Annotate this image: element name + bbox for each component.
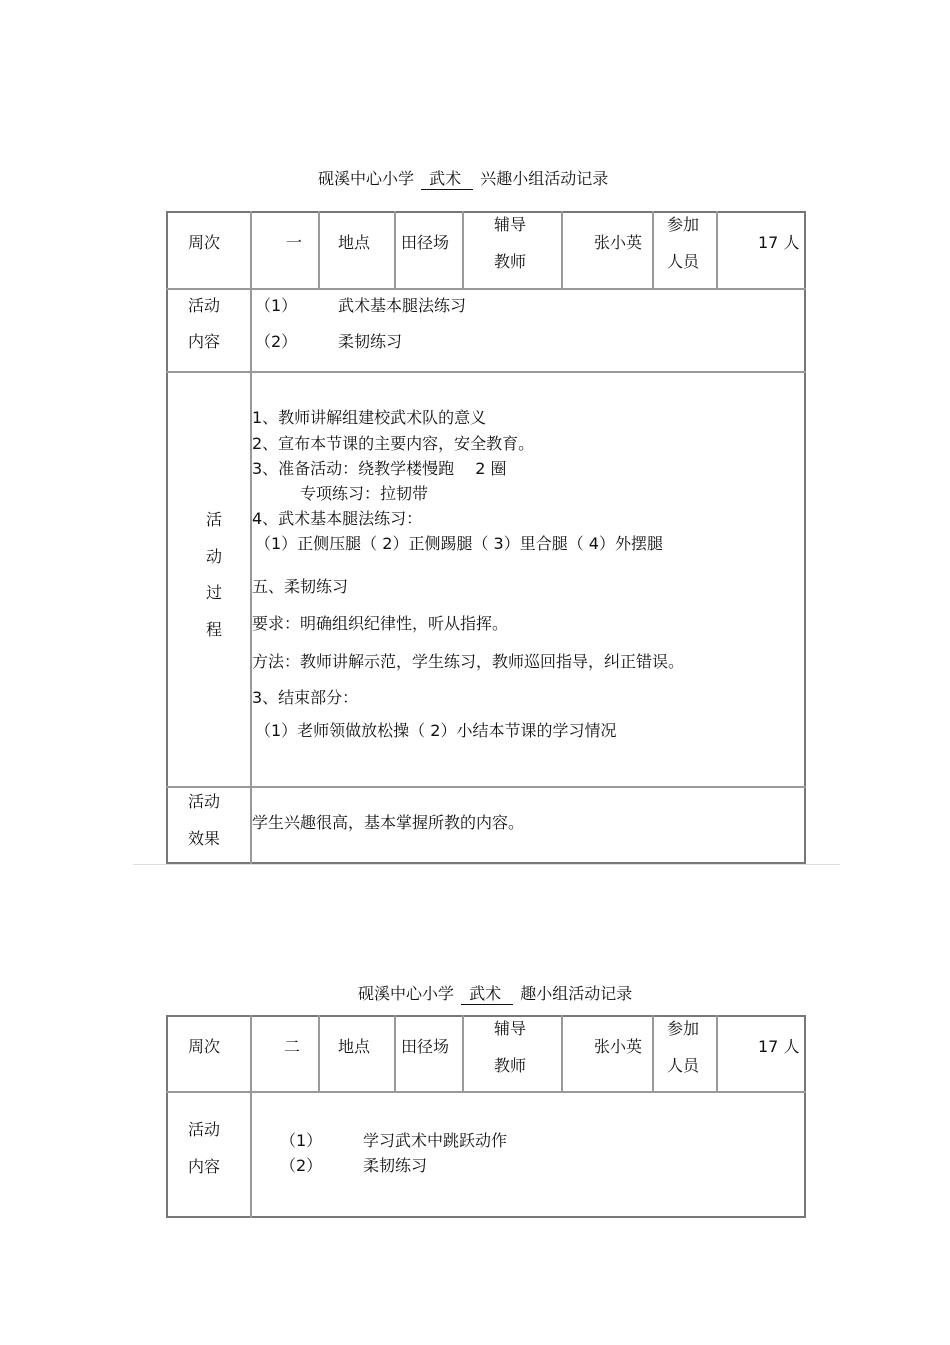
process-line: （1）老师领做放松操（ 2）小结本节课的学习情况 [255,721,617,740]
record1-title [318,166,608,190]
content-item-text: 柔韧练习 [338,332,403,351]
title-subject: 武术 [461,981,513,1005]
effect-label-2: 效果 [188,829,221,848]
process-line: 1、教师讲解组建校武术队的意义 [252,408,487,427]
participants-value: 17 人 [758,233,800,252]
title-subject: 武术 [421,166,473,190]
process-line: 五、柔韧练习 [252,577,349,596]
content-item-num: （1） [255,296,298,315]
week-value: 二 [284,1037,301,1056]
process-line: 3、准备活动：绕教学楼慢跑 2 圈 [252,459,507,478]
divider [652,1015,654,1091]
content-item-text: 武术基本腿法练习 [338,296,467,315]
record2-table [166,1015,806,1218]
content-label-2: 内容 [188,332,221,351]
teacher-label-1: 辅导 [494,215,527,234]
divider [716,211,718,288]
participants-label-2: 人员 [667,1056,700,1075]
process-label-char: 活 [206,510,223,529]
record2-title [358,981,632,1005]
divider [394,211,396,288]
process-line: 3、结束部分： [252,688,359,707]
process-label-char: 程 [206,620,223,639]
content-item-num: （1） [280,1131,323,1150]
location-value: 田径场 [401,1037,450,1056]
content-item-num: （2） [280,1156,323,1175]
content-item-text: 柔韧练习 [363,1156,428,1175]
teacher-label-2: 教师 [494,252,527,271]
divider [318,1015,320,1091]
process-line: 4、武术基本腿法练习： [252,509,423,528]
process-line: 2、宣布本节课的主要内容，安全教育。 [252,434,535,453]
divider [166,1091,806,1093]
teacher-value: 张小英 [594,233,643,252]
participants-label-1: 参加 [667,1019,700,1038]
location-label: 地点 [338,1037,371,1056]
divider [166,371,806,373]
location-label: 地点 [338,233,371,252]
teacher-value: 张小英 [594,1037,643,1056]
process-label-char: 过 [206,583,223,602]
teacher-label-2: 教师 [494,1056,527,1075]
week-label: 周次 [188,233,221,252]
process-line: （1）正侧压腿（ 2）正侧踢腿（ 3）里合腿（ 4）外摆腿 [255,534,663,553]
week-label: 周次 [188,1037,221,1056]
process-line: 专项练习：拉韧带 [300,484,429,503]
content-item-text: 学习武术中跳跃动作 [363,1131,508,1150]
divider [318,211,320,288]
effect-label-1: 活动 [188,792,221,811]
divider [716,1015,718,1091]
divider [462,1015,464,1091]
process-line: 要求：明确组织纪律性，听从指挥。 [252,614,509,633]
content-label-2: 内容 [188,1157,221,1176]
divider [561,211,563,288]
participants-label-2: 人员 [667,252,700,271]
title-suffix: 兴趣小组活动记录 [480,169,609,188]
content-label-1: 活动 [188,1120,221,1139]
divider [394,1015,396,1091]
effect-text: 学生兴趣很高，基本掌握所教的内容。 [252,813,525,832]
divider [652,211,654,288]
title-school: 砚溪中心小学 [358,984,455,1003]
divider [561,1015,563,1091]
title-suffix: 趣小组活动记录 [520,984,633,1003]
divider [166,786,806,788]
content-item-num: （2） [255,332,298,351]
participants-label-1: 参加 [667,215,700,234]
participants-value: 17 人 [758,1037,800,1056]
divider [250,1015,252,1218]
divider [166,288,806,290]
process-line: 方法：教师讲解示范，学生练习，教师巡回指导，纠正错误。 [252,652,685,671]
page-separator [133,864,840,865]
title-school: 砚溪中心小学 [318,169,415,188]
location-value: 田径场 [401,233,450,252]
content-label-1: 活动 [188,296,221,315]
divider [462,211,464,288]
process-label-char: 动 [206,547,223,566]
divider [250,211,252,864]
teacher-label-1: 辅导 [494,1019,527,1038]
week-value: 一 [286,233,303,252]
